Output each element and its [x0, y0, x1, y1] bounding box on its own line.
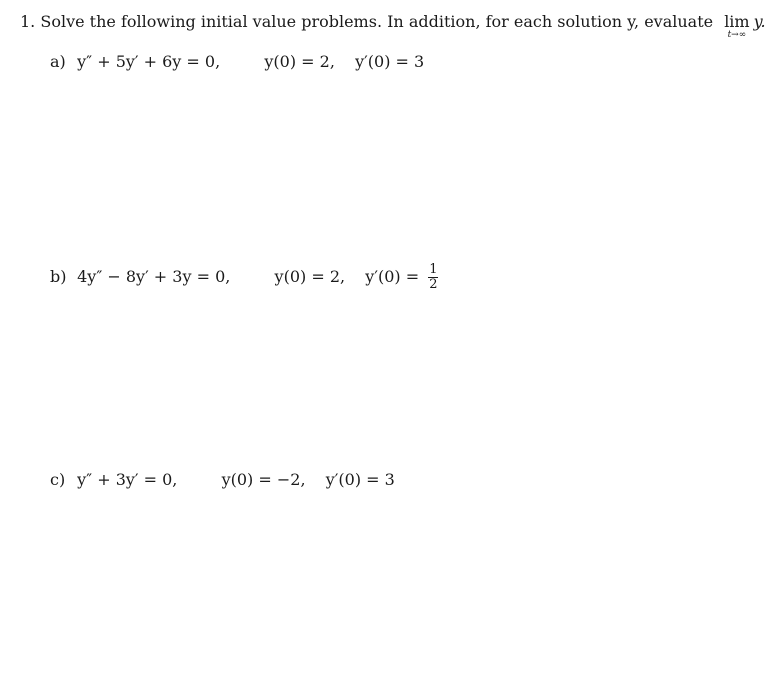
part-a-condition-1: y(0) = 2, [264, 52, 335, 71]
part-a-label: a) [50, 52, 66, 71]
problem-intro-text: Solve the following initial value problems. In addition, for each solution y, evaluate [40, 12, 714, 31]
problem-statement [20, 12, 766, 40]
part-b-equation: 4y″ − 8y′ + 3y = 0, [77, 267, 231, 286]
limit-variable: y. [753, 12, 766, 31]
part-c-condition-2: y′(0) = 3 [325, 470, 395, 489]
part-c [50, 470, 395, 490]
part-a-equation: y″ + 5y′ + 6y = 0, [77, 52, 221, 71]
fraction-numerator: 1 [429, 262, 438, 277]
limit-word: lim [724, 12, 750, 31]
problem-number: 1. [20, 12, 36, 31]
part-c-condition-1: y(0) = −2, [221, 470, 306, 489]
part-b-condition-2-prefix: y′(0) = [365, 267, 420, 286]
part-b-label: b) [50, 267, 67, 286]
part-b-fraction [428, 263, 438, 292]
part-a [50, 52, 424, 72]
part-c-equation: y″ + 3y′ = 0, [77, 470, 178, 489]
limit-subscript: t→∞ [727, 30, 747, 40]
part-c-label: c) [50, 470, 66, 489]
limit-expression [724, 12, 750, 40]
part-b-condition-1: y(0) = 2, [274, 267, 346, 286]
part-b [50, 263, 438, 292]
part-a-condition-2: y′(0) = 3 [355, 52, 425, 71]
fraction-denominator: 2 [429, 277, 438, 292]
